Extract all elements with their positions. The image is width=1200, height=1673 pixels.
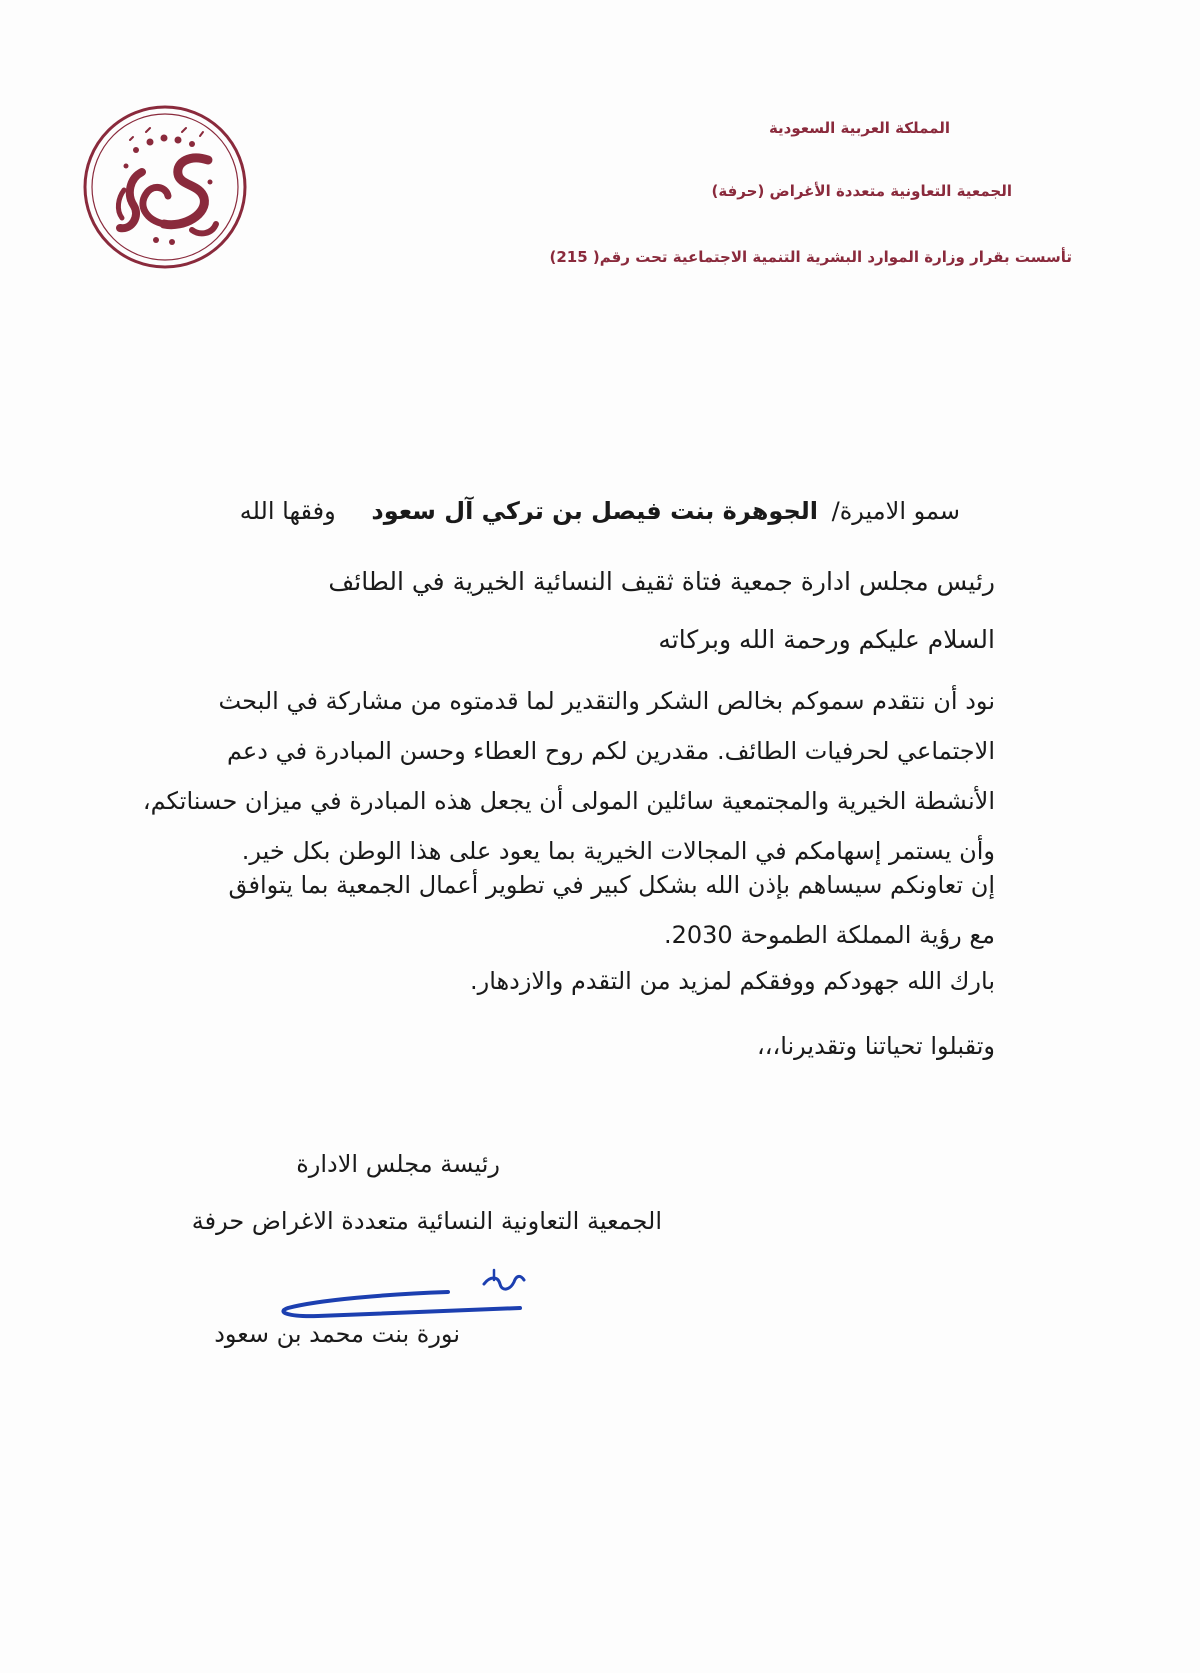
organization-seal-icon [80,102,250,272]
addressee-prefix: سمو الاميرة/ [831,497,960,525]
closing-regards: وتقبلوا تحياتنا وتقديرنا،،، [756,1032,995,1060]
closing-wish: بارك الله جهودكم ووفقكم لمزيد من التقدم والازدهار. [469,967,995,995]
paragraph-line: إن تعاونكم سيساهم بإذن الله بشكل كبير في تطوير أعمال الجمعية بما يتوافق [228,871,995,899]
signatory-name: نورة بنت محمد بن سعود [214,1320,460,1348]
body-paragraph-2 [105,860,995,960]
paragraph-line: مع رؤية المملكة الطموحة 2030. [663,921,995,949]
letterhead-country: المملكة العربية السعودية [768,119,950,137]
paragraph-line: نود أن نتقدم سموكم بخالص الشكر والتقدير لما قدمتوه من مشاركة في البحث [218,687,995,715]
greeting: السلام عليكم ورحمة الله وبركاته [658,625,995,654]
paragraph-line: الاجتماعي لحرفيات الطائف. مقدرين لكم روح العطاء وحسن المبادرة في دعم [226,737,995,765]
signatory-title: رئيسة مجلس الادارة [296,1150,500,1178]
addressee-suffix: وفقها الله [239,497,336,525]
paragraph-line: الأنشطة الخيرية والمجتمعية سائلين المولى أن يجعل هذه المبادرة في ميزان حسناتكم، [142,787,995,815]
handwritten-signature-icon [258,1262,538,1322]
paragraph-line: وأن يستمر إسهامكم في المجالات الخيرية بما يعود على هذا الوطن بكل خير. [241,837,995,865]
addressee-name: الجوهرة بنت فيصل بن تركي آل سعود [371,497,818,525]
body-paragraph-1 [105,676,995,876]
signatory-organization: الجمعية التعاونية النسائية متعددة الاغراض حرفة [191,1207,662,1235]
letterhead-organization: الجمعية التعاونية متعددة الأغراض (حرفة) [711,182,1012,200]
addressee-role: رئيس مجلس ادارة جمعية فتاة ثقيف النسائية الخيرية في الطائف [328,567,995,596]
letterhead-registration: تأسست بقرار وزارة الموارد البشرية التنمية الاجتماعية تحت رقم( 215) [549,248,1072,266]
addressee-line [240,497,960,525]
